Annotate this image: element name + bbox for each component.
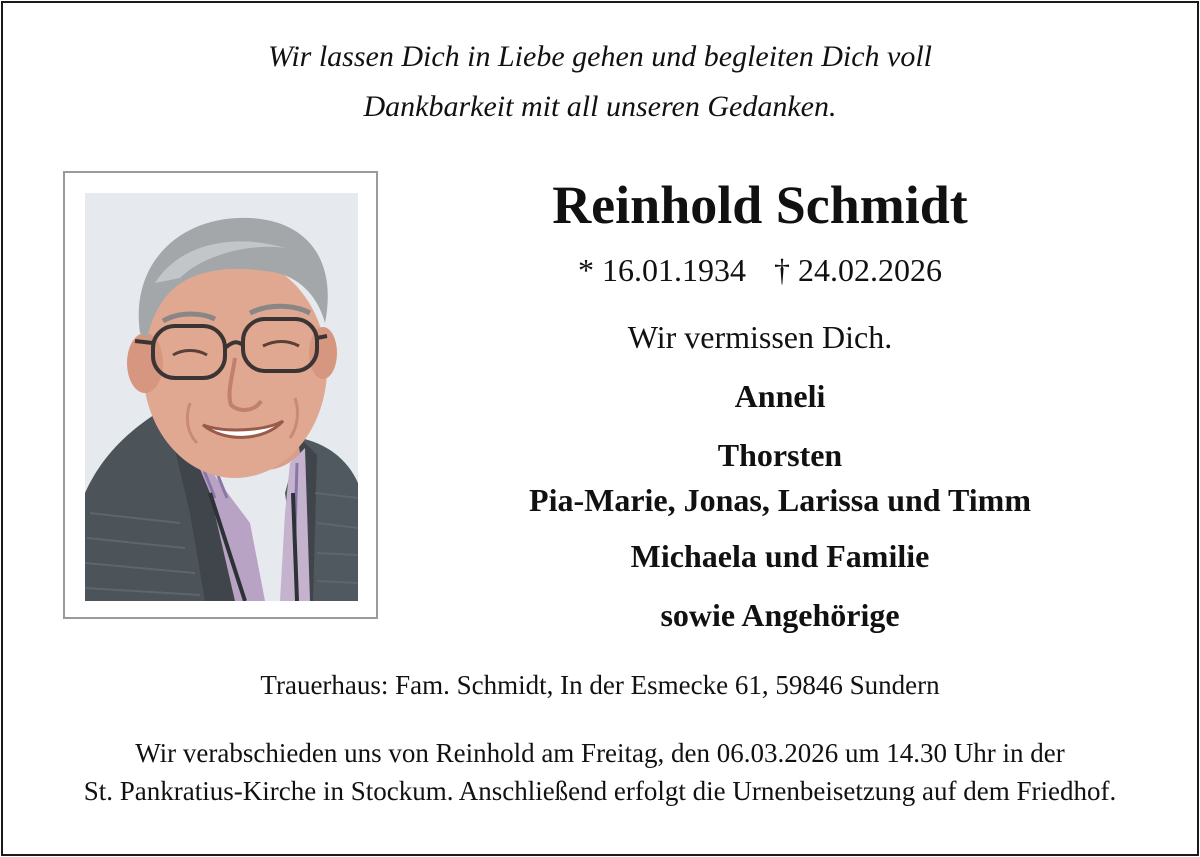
portrait-frame — [63, 171, 378, 619]
mourning-house-address: Trauerhaus: Fam. Schmidt, In der Esmecke 61, 59846 Sundern — [260, 670, 940, 700]
mourner-name: Thorsten — [717, 437, 843, 473]
mourner-name: Michaela und Familie — [630, 538, 930, 574]
life-dates — [420, 250, 1100, 290]
message-line: Wir vermissen Dich. — [627, 319, 893, 355]
farewell-line-2: St. Pankratius-Kirche in Stockum. Anschließend erfolgt die Urnenbeisetzung auf dem Friedhof. — [83, 776, 1117, 806]
mourner-name: Anneli — [734, 378, 826, 414]
farewell-line-1: Wir verabschieden uns von Reinhold am Freitag, den 06.03.2026 um 14.30 Uhr in der — [135, 738, 1065, 768]
farewell-announcement — [0, 734, 1200, 810]
birth-date: * 16.01.1934 — [578, 252, 746, 288]
portrait-photo — [85, 193, 358, 601]
intro-line-2: Dankbarkeit mit all unseren Gedanken. — [363, 90, 837, 123]
mourner-name: Pia-Marie, Jonas, Larissa und Timm — [529, 482, 1031, 518]
deceased-name: Reinhold Schmidt — [552, 175, 968, 235]
intro-verse — [0, 32, 1200, 132]
death-date: † 24.02.2026 — [774, 252, 942, 288]
intro-line-1: Wir lassen Dich in Liebe gehen und begleiten Dich voll — [267, 40, 933, 73]
mourner-name: sowie Angehörige — [660, 597, 900, 633]
